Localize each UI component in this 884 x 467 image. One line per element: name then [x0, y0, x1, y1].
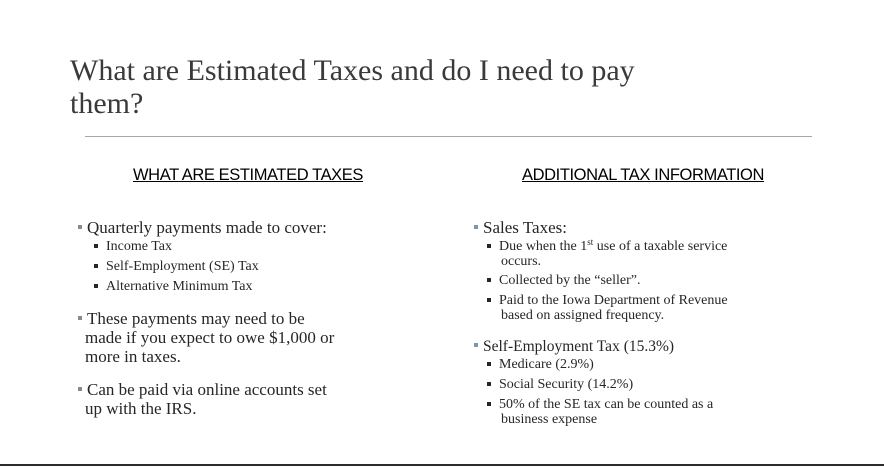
- right-point-2-text: Self-Employment Tax (15.3%): [483, 338, 675, 355]
- right-point-1: [474, 218, 567, 237]
- left-point-2-line2: made if you expect to owe $1,000 or: [85, 328, 335, 347]
- right-subpoint-4-text: Medicare (2.9%): [499, 357, 594, 372]
- right-subpoint-6-line2: business expense: [501, 412, 598, 427]
- left-point-1-text: Quarterly payments made to cover:: [87, 218, 327, 237]
- left-point-2: [78, 309, 334, 366]
- slide-title-line1: What are Estimated Taxes and do I need to pay: [70, 54, 635, 87]
- right-subpoint-3: [487, 293, 728, 323]
- bullet-icon: [94, 264, 98, 268]
- bullet-icon: [78, 225, 82, 229]
- right-subpoint-6-line1: 50% of the SE tax can be counted as a: [499, 397, 714, 412]
- right-point-1-text: Sales Taxes:: [483, 218, 567, 237]
- bullet-icon: [487, 244, 491, 248]
- bullet-icon: [487, 362, 491, 366]
- left-subpoint-3: [94, 279, 253, 294]
- right-subpoint-3-line2: based on assigned frequency.: [501, 308, 665, 323]
- slide-title-line2: them?: [70, 87, 144, 120]
- right-subpoint-4: [487, 357, 594, 372]
- bullet-icon: [487, 298, 491, 302]
- right-subpoint-2-text: Collected by the “seller”.: [499, 273, 641, 288]
- bullet-icon: [487, 278, 491, 282]
- right-subpoint-5-text: Social Security (14.2%): [499, 377, 634, 392]
- right-subpoint-1-text-end: use of a taxable service: [593, 239, 728, 254]
- bullet-icon: [487, 402, 491, 406]
- bullet-icon: [94, 244, 98, 248]
- left-point-2-line3: more in taxes.: [85, 347, 181, 366]
- right-subpoint-3-line1: Paid to the Iowa Department of Revenue: [499, 293, 728, 308]
- bullet-icon: [78, 387, 82, 391]
- right-subpoint-1-line2: occurs.: [501, 254, 542, 269]
- bullet-icon: [94, 284, 98, 288]
- left-subpoint-2-text: Self-Employment (SE) Tax: [106, 259, 259, 274]
- bullet-icon: [474, 343, 478, 347]
- left-point-3-line2: up with the IRS.: [85, 399, 197, 418]
- right-subpoint-5: [487, 377, 633, 392]
- left-subpoint-3-text: Alternative Minimum Tax: [106, 279, 253, 294]
- title-divider: [85, 136, 812, 137]
- right-subpoint-2: [487, 273, 641, 288]
- right-point-2: [474, 338, 674, 355]
- left-subpoint-1: [94, 239, 172, 254]
- right-column-heading: ADDITIONAL TAX INFORMATION: [522, 166, 765, 184]
- left-point-2-line1: These payments may need to be: [87, 309, 305, 328]
- right-subpoint-1: [487, 239, 727, 269]
- left-subpoint-2: [94, 259, 259, 274]
- left-point-3: [78, 380, 327, 418]
- superscript-st: st: [587, 237, 594, 247]
- right-subpoint-6: [487, 397, 713, 427]
- left-column-heading: WHAT ARE ESTIMATED TAXES: [133, 166, 363, 184]
- bullet-icon: [487, 382, 491, 386]
- left-point-1: [78, 218, 327, 237]
- left-subpoint-1-text: Income Tax: [106, 239, 173, 254]
- bullet-icon: [474, 225, 478, 229]
- right-subpoint-1-text: Due when the 1: [499, 239, 588, 254]
- bottom-border: [0, 464, 884, 466]
- slide-title: [70, 54, 830, 120]
- bullet-icon: [78, 316, 82, 320]
- left-point-3-line1: Can be paid via online accounts set: [87, 380, 327, 399]
